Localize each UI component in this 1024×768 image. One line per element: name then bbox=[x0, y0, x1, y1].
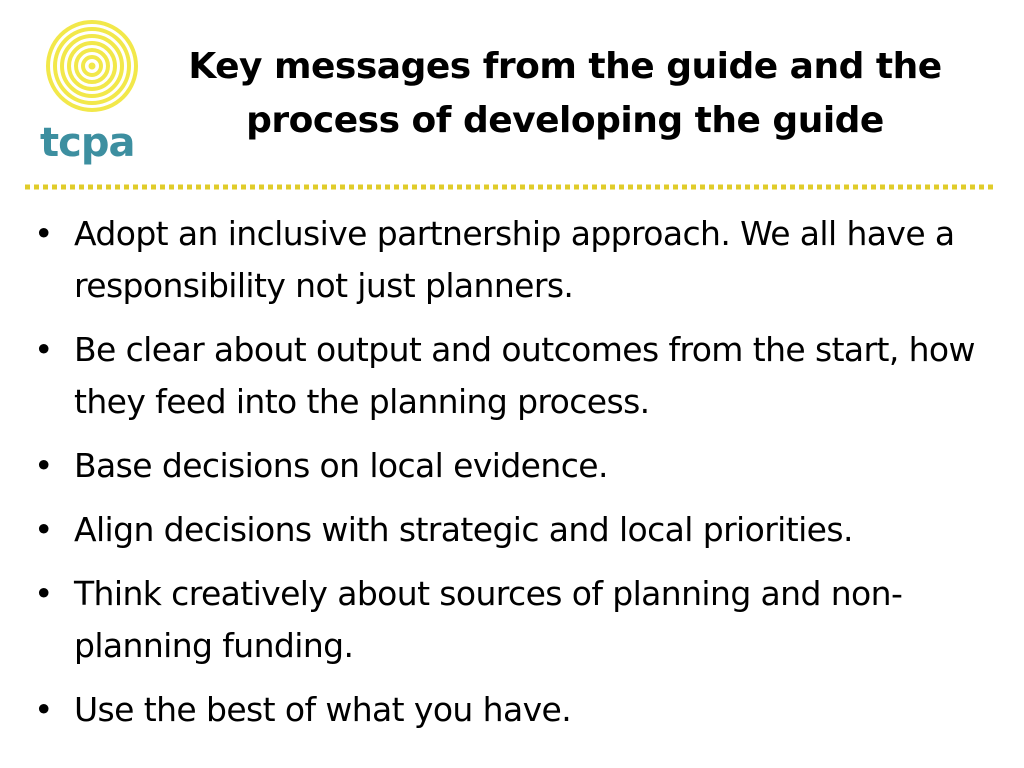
logo-wordmark: tcpa bbox=[40, 120, 135, 166]
bullet-dot-icon: • bbox=[34, 330, 53, 369]
bullet-text: Adopt an inclusive partnership approach. We all have a responsibility not just planners. bbox=[74, 214, 955, 305]
bullet-dot-icon: • bbox=[34, 214, 53, 253]
bullet-dot-icon: • bbox=[34, 574, 53, 613]
bullet-text: Base decisions on local evidence. bbox=[74, 446, 608, 485]
bullet-text: Align decisions with strategic and local priorities. bbox=[74, 510, 853, 549]
list-item bbox=[34, 440, 1004, 492]
list-item bbox=[34, 504, 1004, 556]
list-item bbox=[34, 208, 1004, 312]
bullet-text: Think creatively about sources of planning and non-planning funding. bbox=[74, 574, 903, 665]
list-item bbox=[34, 324, 1004, 428]
dotted-divider bbox=[22, 184, 998, 190]
tcpa-logo bbox=[40, 18, 144, 170]
slide-title-line-2: process of developing the guide bbox=[246, 100, 884, 141]
bullet-dot-icon: • bbox=[34, 446, 53, 485]
list-item bbox=[34, 568, 1004, 672]
bullet-list bbox=[34, 208, 1004, 748]
slide-title bbox=[150, 40, 980, 148]
bullet-dot-icon: • bbox=[34, 510, 53, 549]
slide-title-line-1: Key messages from the guide and the bbox=[188, 46, 942, 87]
bullet-text: Use the best of what you have. bbox=[74, 690, 572, 729]
list-item bbox=[34, 684, 1004, 736]
concentric-circles-sun-icon bbox=[40, 18, 144, 122]
bullet-text: Be clear about output and outcomes from the start, how they feed into the planning process. bbox=[74, 330, 975, 421]
bullet-dot-icon: • bbox=[34, 690, 53, 729]
